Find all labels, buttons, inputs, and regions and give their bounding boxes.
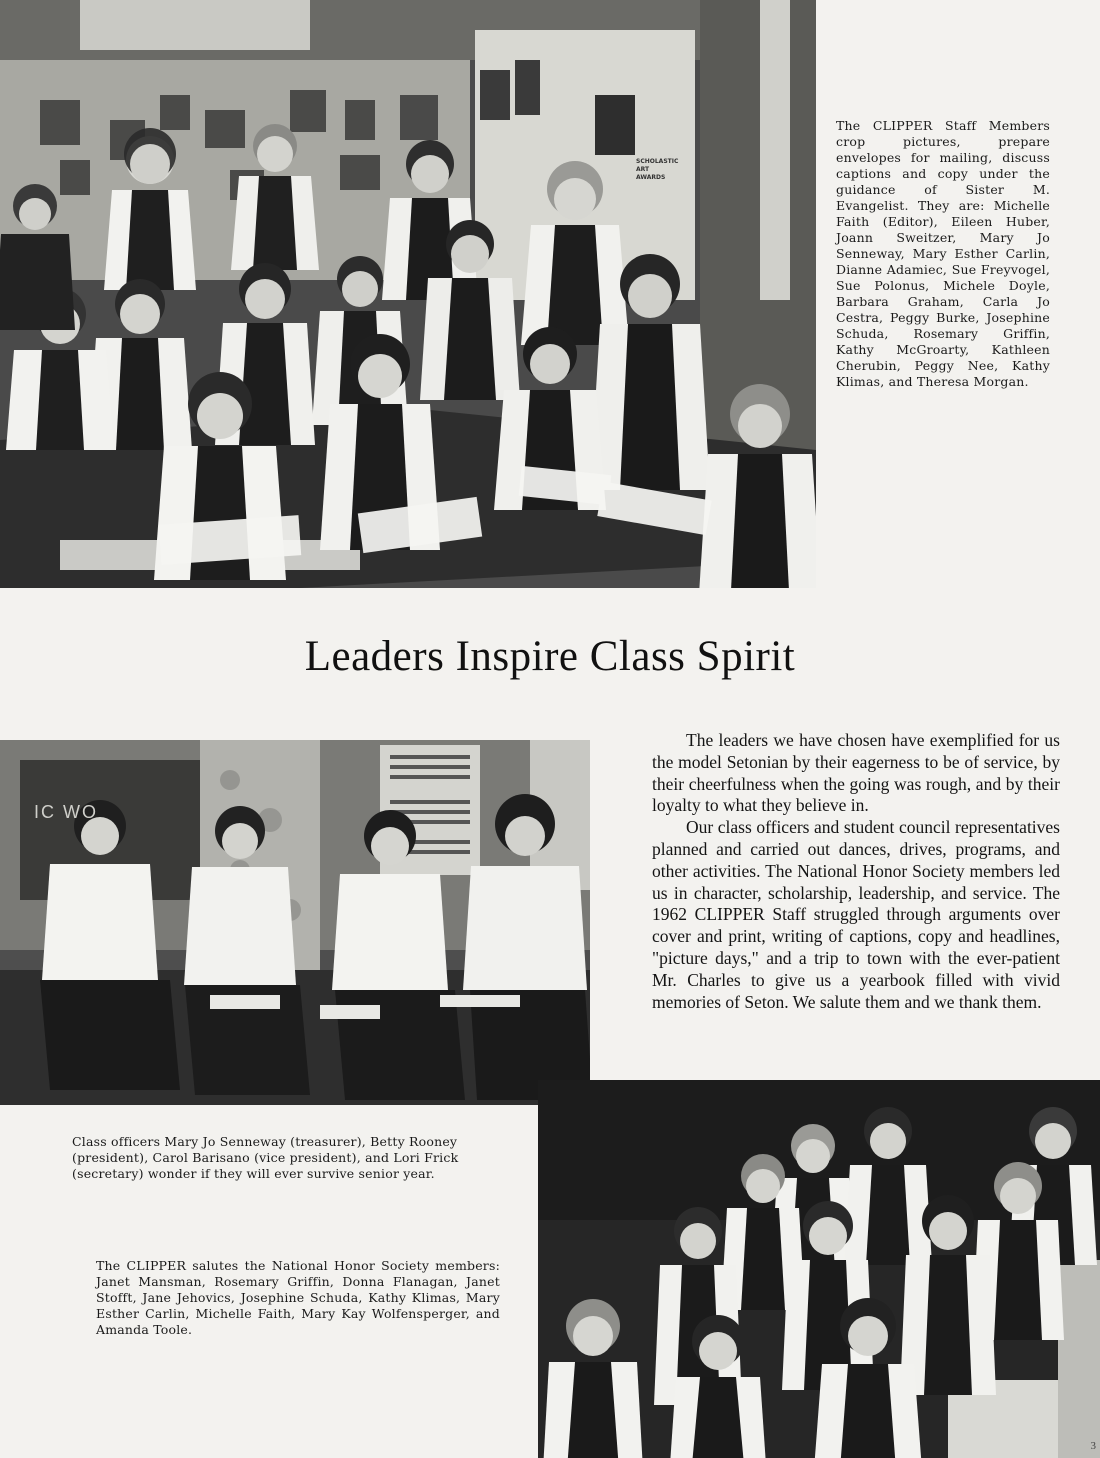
body-text [652, 730, 1060, 1013]
honor-society-photo [538, 1080, 1100, 1458]
poster-text: SCHOLASTIC ART AWARDS [636, 158, 679, 181]
page-number: 3 [1090, 1440, 1096, 1452]
wall-sign-text: IC WO [34, 802, 98, 822]
honor-society-caption: The CLIPPER salutes the National Honor Society members: Janet Mansman, Rosemary Griffin, Donna Flanagan, Janet Stofft, Jane Jehovics, Josephine Schuda, Kathy Klimas, Mary Esther Carlin, Michelle Faith, Mary Kay Wolfensperger, and Amanda Toole. [96, 1258, 500, 1337]
clipper-staff-photo [0, 0, 816, 588]
class-officers-photo [0, 740, 590, 1105]
body-paragraph: The leaders we have chosen have exemplified for us the model Setonian by their eagerness to be of service, by their cheerfulness when the going was rough, and by their loyalty to what they believe in. [652, 730, 1060, 816]
class-officers-caption: Class officers Mary Jo Senneway (treasurer), Betty Rooney (president), Carol Barisano (vice president), and Lori Frick (secretary) wonder if they will ever survive senior year. [72, 1134, 459, 1181]
body-paragraph: Our class officers and student council representatives planned and carried out dances, drives, programs, and other activities. The National Honor Society members led us in character, scholarship, leadership, and service. The 1962 CLIPPER Staff struggled through arguments over cover and print, writing of captions, copy and headlines, "picture days," and a trip to town with the ever-patient Mr. Charles to give us a yearbook filled with vivid memories of Seton. We salute them and we thank them. [652, 817, 1060, 1012]
clipper-staff-caption: The CLIPPER Staff Members crop pictures, prepare envelopes for mailing, discuss captions and copy under the guidance of Sister M. Evangelist. They are: Michelle Faith (Editor), Eileen Huber, Joann Sweitzer, Mary Jo Senneway, Mary Esther Carlin, Dianne Adamiec, Sue Freyvogel, Sue Polonus, Michele Doyle, Barbara Graham, Carla Jo Cestra, Peggy Burke, Josephine Schuda, Rosemary Griffin, Kathy McGroarty, Kathleen Cherubin, Peggy Nee, Kathy Klimas, and Theresa Morgan. [836, 118, 1050, 389]
page-headline: Leaders Inspire Class Spirit [304, 633, 796, 680]
